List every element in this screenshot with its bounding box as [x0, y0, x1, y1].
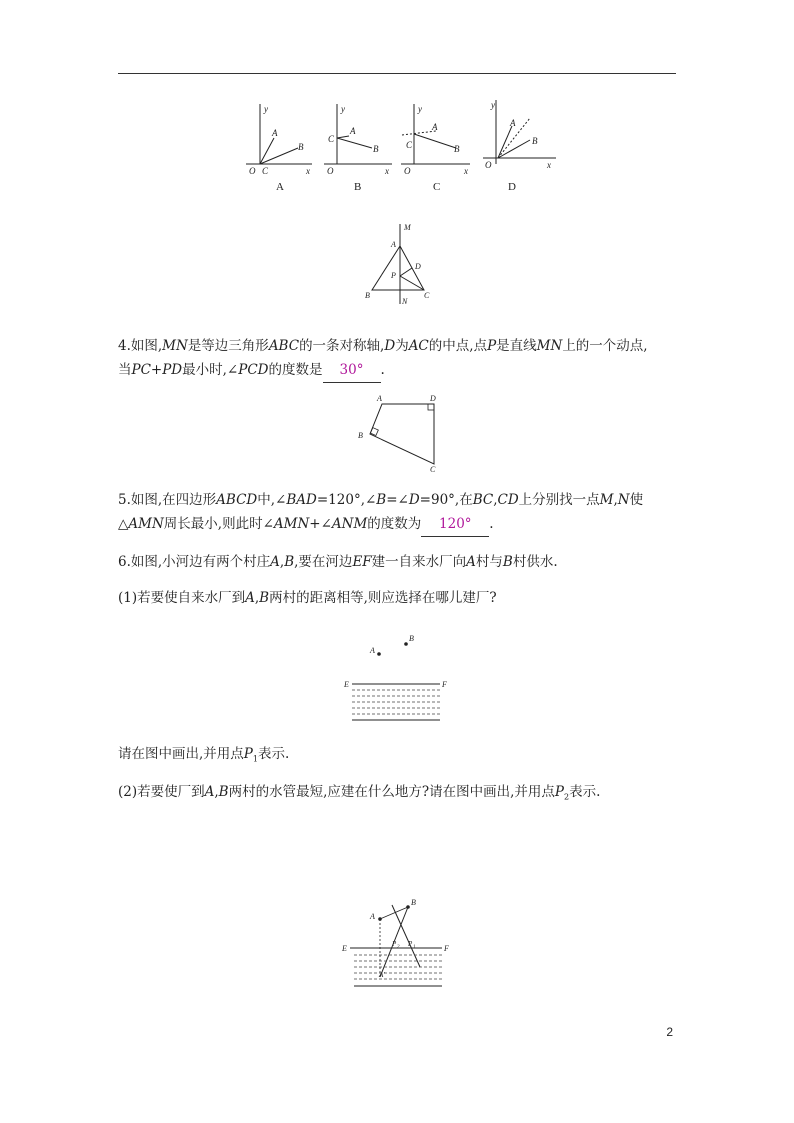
quadrilateral-figure: [352, 392, 442, 474]
svg-text:C: C: [328, 134, 335, 144]
svg-text:A: A: [510, 118, 516, 128]
option-label-c: C: [433, 181, 441, 193]
svg-text:B: B: [298, 142, 304, 152]
svg-text:O: O: [249, 166, 256, 176]
question-5-line-1: 5.如图,在四边形ABCD中,∠BAD=120°,∠B=∠D=90°,在BC,CD上分别找一点M,N使: [118, 492, 644, 508]
svg-text:A: A: [377, 394, 382, 403]
question-6-part-2: (2)若要使厂到A,B两村的水管最短,应建在什么地方?请在图中画出,并用点$P_2$表示.: [118, 784, 601, 802]
river-figure-1: [342, 630, 452, 726]
svg-text:C: C: [406, 140, 413, 150]
question-6: 6.如图,小河边有两个村庄A,B,要在河边EF建一自来水厂向A村与B村供水.: [118, 554, 558, 570]
svg-text:F: F: [442, 680, 447, 689]
question-5: [118, 488, 678, 537]
river-figure-2: [340, 895, 455, 995]
svg-text:A: A: [391, 240, 396, 249]
svg-text:B: B: [532, 136, 538, 146]
svg-text:C: C: [262, 166, 269, 176]
svg-text:y: y: [341, 104, 345, 114]
svg-text:A: A: [350, 126, 356, 136]
svg-text:x: x: [547, 160, 551, 170]
svg-text:x: x: [464, 166, 468, 176]
question-4-line-1: 4.如图,MN是等边三角形ABC的一条对称轴,D为AC的中点,点P是直线MN上的一个动点,: [118, 338, 648, 354]
svg-text:E: E: [342, 944, 347, 953]
svg-text:A: A: [272, 128, 278, 138]
question-4-line-2: 当PC+PD最小时,∠PCD的度数是 30° .: [118, 358, 678, 383]
svg-text:x: x: [306, 166, 310, 176]
svg-text:O: O: [404, 166, 411, 176]
option-label-a: A: [276, 181, 284, 193]
svg-text:D: D: [415, 262, 421, 271]
question-4: [118, 334, 678, 383]
svg-text:O: O: [327, 166, 334, 176]
svg-text:1: 1: [413, 945, 416, 950]
svg-text:B: B: [409, 634, 414, 643]
svg-text:B: B: [454, 144, 460, 154]
svg-text:P: P: [408, 940, 413, 948]
svg-text:M: M: [404, 223, 411, 232]
question-5-line-2: △AMN周长最小,则此时∠AMN+∠ANM的度数为 120° .: [118, 512, 678, 537]
svg-text:A: A: [370, 912, 375, 921]
svg-text:C: C: [430, 465, 436, 474]
svg-text:A: A: [370, 646, 375, 655]
svg-text:B: B: [358, 431, 363, 440]
page-number: 2: [666, 1025, 673, 1039]
svg-text:F: F: [444, 944, 449, 953]
svg-text:y: y: [264, 104, 268, 114]
option-graph-b: [324, 104, 392, 193]
svg-text:B: B: [373, 144, 379, 154]
svg-text:N: N: [402, 297, 408, 306]
question-6-part-1-instruction: 请在图中画出,并用点$P_1$表示.: [118, 746, 290, 764]
question-6-part-1: (1)若要使自来水厂到A,B两村的距离相等,则应选择在哪儿建厂?: [118, 590, 497, 606]
option-graph-a: [246, 104, 312, 193]
svg-text:B: B: [365, 291, 370, 300]
svg-text:O: O: [485, 160, 492, 170]
answer-blank-q5: 120°: [421, 512, 489, 537]
option-graphs-svg: [240, 98, 560, 198]
header-rule: [118, 73, 676, 74]
triangle-figure: [360, 218, 440, 308]
svg-text:E: E: [344, 680, 349, 689]
answer-blank-q4: 30°: [323, 358, 381, 383]
svg-text:A′: A′: [379, 971, 385, 979]
svg-text:P: P: [392, 940, 397, 948]
svg-text:P: P: [391, 271, 396, 280]
svg-text:x: x: [385, 166, 389, 176]
svg-text:C: C: [424, 291, 430, 300]
option-graph-d: [483, 100, 556, 193]
option-graph-c: [401, 104, 470, 193]
option-label-b: B: [354, 181, 362, 193]
svg-text:y: y: [418, 104, 422, 114]
svg-text:B: B: [411, 898, 416, 907]
svg-text:y: y: [491, 100, 495, 110]
option-graphs-figure: [240, 98, 560, 198]
option-label-d: D: [508, 181, 516, 193]
svg-text:2: 2: [397, 945, 400, 950]
svg-text:D: D: [430, 394, 436, 403]
svg-text:A: A: [432, 122, 438, 132]
